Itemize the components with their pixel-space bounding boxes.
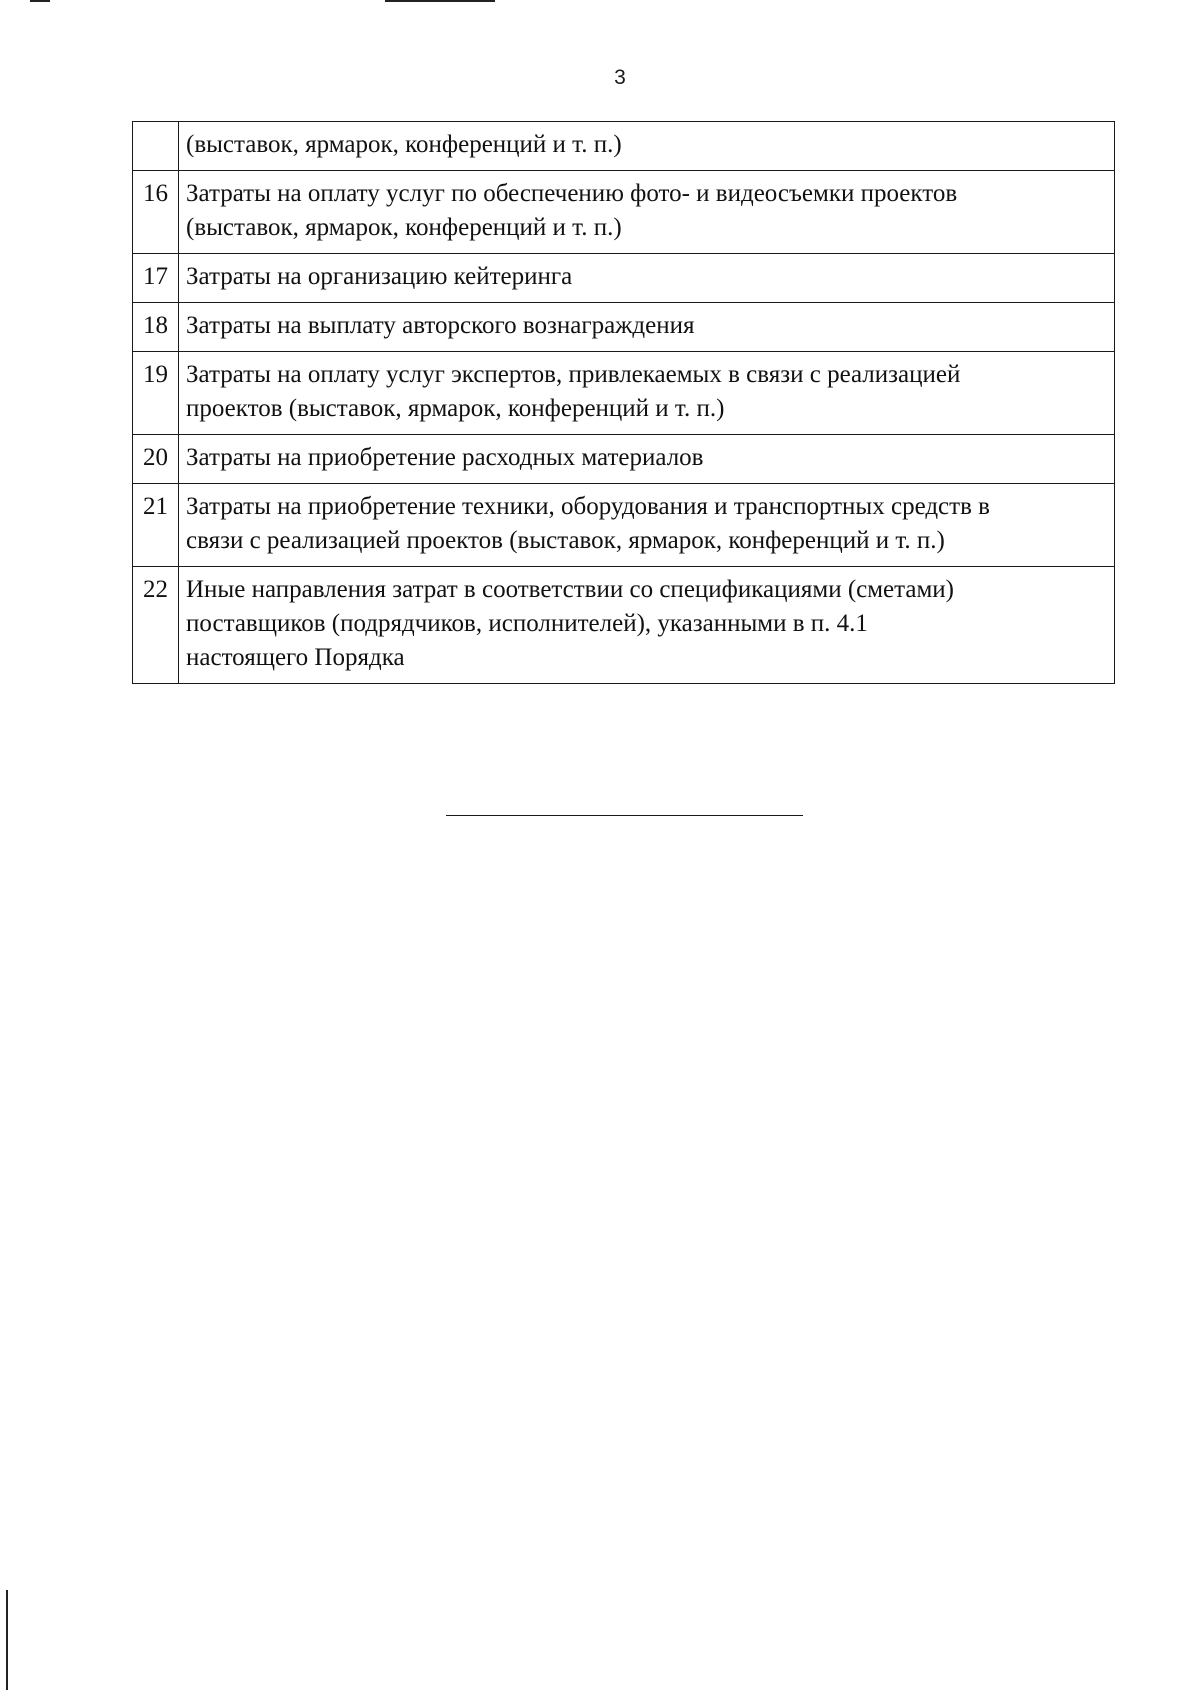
row-description — [179, 171, 1115, 254]
description-line: Затраты на выплату авторского вознаграждения — [186, 312, 695, 339]
row-description — [179, 484, 1115, 567]
table-row — [133, 303, 1115, 352]
row-number: 17 — [133, 254, 179, 303]
row-number: 16 — [133, 171, 179, 254]
row-description — [179, 435, 1115, 484]
row-number: 19 — [133, 352, 179, 435]
row-description — [179, 567, 1115, 684]
table-row — [133, 484, 1115, 567]
scan-artifact-left-edge — [6, 1590, 8, 1690]
row-number: 21 — [133, 484, 179, 567]
row-number: 20 — [133, 435, 179, 484]
description-line: Иные направления затрат в соответствии со спецификациями (сметами) — [186, 576, 955, 603]
description-line: Затраты на организацию кейтеринга — [186, 263, 573, 290]
table-row — [133, 122, 1115, 171]
end-of-document-rule — [446, 815, 803, 816]
description-line: Затраты на оплату услуг экспертов, привлекаемых в связи с реализацией — [186, 361, 961, 388]
row-description — [179, 352, 1115, 435]
description-line: проектов (выставок, ярмарок, конференций и т. п.) — [186, 395, 725, 422]
row-description — [179, 122, 1115, 171]
description-line: Затраты на приобретение расходных материалов — [186, 444, 704, 471]
row-description — [179, 303, 1115, 352]
description-line: Затраты на оплату услуг по обеспечению фото- и видеосъемки проектов — [186, 180, 958, 207]
table-row — [133, 567, 1115, 684]
row-number — [133, 122, 179, 171]
description-line: (выставок, ярмарок, конференций и т. п.) — [186, 214, 622, 241]
table-row — [133, 352, 1115, 435]
table-row — [133, 171, 1115, 254]
description-line: (выставок, ярмарок, конференций и т. п.) — [186, 131, 622, 158]
cost-items-table — [132, 121, 1115, 684]
description-line: поставщиков (подрядчиков, исполнителей), указанными в п. 4.1 — [186, 610, 868, 637]
scan-artifact-top-left — [30, 0, 50, 2]
row-description — [179, 254, 1115, 303]
description-line: настоящего Порядка — [186, 644, 405, 671]
description-line: Затраты на приобретение техники, оборудования и транспортных средств в — [186, 493, 990, 520]
row-number: 18 — [133, 303, 179, 352]
scan-artifact-top-center — [385, 0, 495, 2]
row-number: 22 — [133, 567, 179, 684]
table-row — [133, 435, 1115, 484]
table-row — [133, 254, 1115, 303]
page-number: 3 — [614, 66, 626, 89]
description-line: связи с реализацией проектов (выставок, ярмарок, конференций и т. п.) — [186, 527, 945, 554]
